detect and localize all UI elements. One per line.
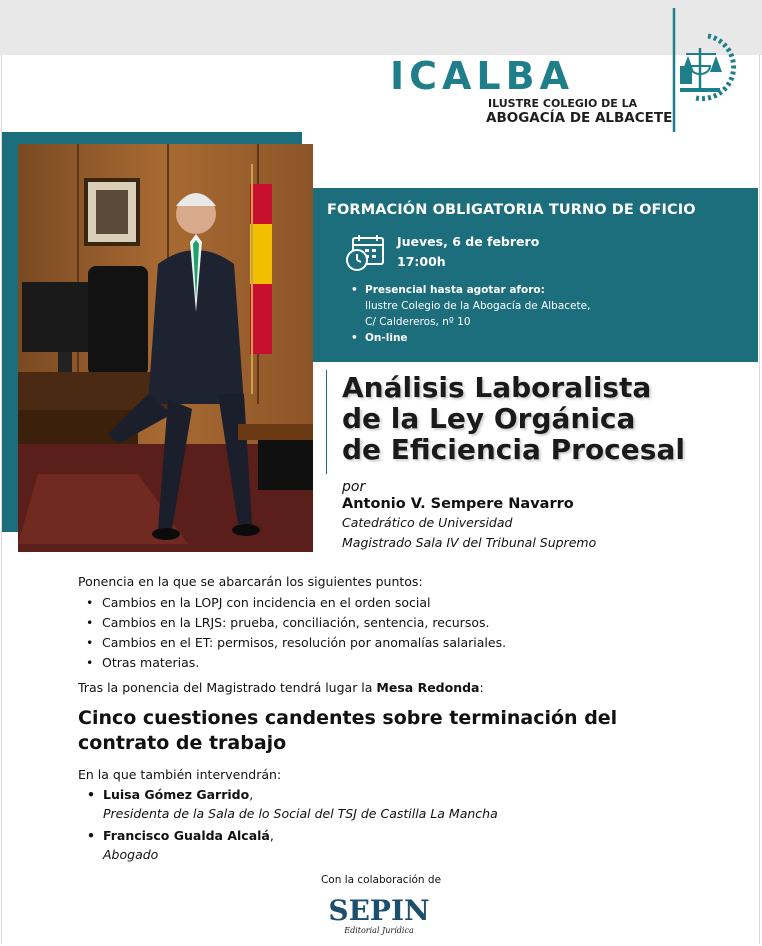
event-date: Jueves, 6 de febrero xyxy=(397,234,540,249)
logo-subtitle-line1: ILUSTRE COLEGIO DE LA xyxy=(488,97,638,110)
logo-subtitle-line2: ABOGACÍA DE ALBACETE xyxy=(486,110,673,126)
talk-title-line1: Análisis Laboralista xyxy=(342,371,652,404)
round-table-title-line1: Cinco cuestiones candentes sobre terminación del xyxy=(78,707,618,729)
round-table-intro-text: Tras la ponencia del Magistrado tendrá lugar la xyxy=(78,680,377,695)
icalba-logo xyxy=(390,6,740,134)
title-divider xyxy=(326,370,327,474)
event-time: 17:00h xyxy=(397,254,446,269)
sepin-subtitle: Editorial Jurídica xyxy=(344,926,414,935)
participant-role: Abogado xyxy=(103,847,159,862)
talk-title xyxy=(342,372,685,465)
speaker-photo xyxy=(18,144,313,552)
presencial-label: • Presencial hasta agotar aforo: xyxy=(351,282,590,298)
speaker-role2: Magistrado Sala IV del Tribunal Supremo xyxy=(342,535,597,550)
participant-role: Presidenta de la Sala de lo Social del TSJ de Castilla La Mancha xyxy=(103,806,498,821)
topics-list xyxy=(102,593,506,673)
round-table-title xyxy=(78,706,617,756)
participants-list xyxy=(103,785,498,867)
round-table-intro xyxy=(78,680,484,695)
participant-name: Luisa Gómez Garrido xyxy=(103,787,250,802)
round-table-colon: : xyxy=(479,680,484,695)
participant-item: • Francisco Gualda Alcalá, Abogado xyxy=(103,826,498,864)
sepin-wordmark: SEPIN xyxy=(328,894,430,927)
event-banner-title: FORMACIÓN OBLIGATORIA TURNO DE OFICIO xyxy=(327,202,696,218)
collaboration-text: Con la colaboración de xyxy=(320,874,442,886)
topic-item: • Cambios en la LRJS: prueba, conciliación, sentencia, recursos. xyxy=(102,613,506,633)
online-label: • On-line xyxy=(351,330,590,346)
logo-wordmark: ICALBA xyxy=(390,54,575,98)
calendar-clock-icon xyxy=(345,234,385,272)
round-table-label: Mesa Redonda xyxy=(376,680,480,695)
venue-line1: Ilustre Colegio de la Abogacía de Albacete, xyxy=(365,300,591,312)
topic-item: • Cambios en la LOPJ con incidencia en el orden social xyxy=(102,593,506,613)
attendance-options xyxy=(351,282,590,346)
speaker-role1: Catedrático de Universidad xyxy=(342,515,513,530)
talk-title-line2: de la Ley Orgánica xyxy=(342,402,636,435)
scales-seal-icon xyxy=(668,6,742,134)
topic-item: • Cambios en el ET: permisos, resolución por anomalías salariales. xyxy=(102,633,506,653)
talk-title-line3: de Eficiencia Procesal xyxy=(342,433,685,466)
participant-name: Francisco Gualda Alcalá xyxy=(103,828,270,843)
venue-line2: C/ Caldereros, nº 10 xyxy=(365,316,471,328)
also-intervene-text: En la que también intervendrán: xyxy=(78,767,282,782)
topic-item: • Otras materias. xyxy=(102,653,506,673)
speaker-name: Antonio V. Sempere Navarro xyxy=(342,496,574,512)
sepin-logo xyxy=(323,892,435,936)
round-table-title-line2: contrato de trabajo xyxy=(78,732,287,754)
intro-text: Ponencia en la que se abarcarán los siguientes puntos: xyxy=(78,574,423,589)
event-info-box xyxy=(313,188,758,362)
by-label: por xyxy=(342,479,366,495)
participant-item: • Luisa Gómez Garrido, Presidenta de la Sala de lo Social del TSJ de Castilla La Mancha xyxy=(103,785,498,823)
